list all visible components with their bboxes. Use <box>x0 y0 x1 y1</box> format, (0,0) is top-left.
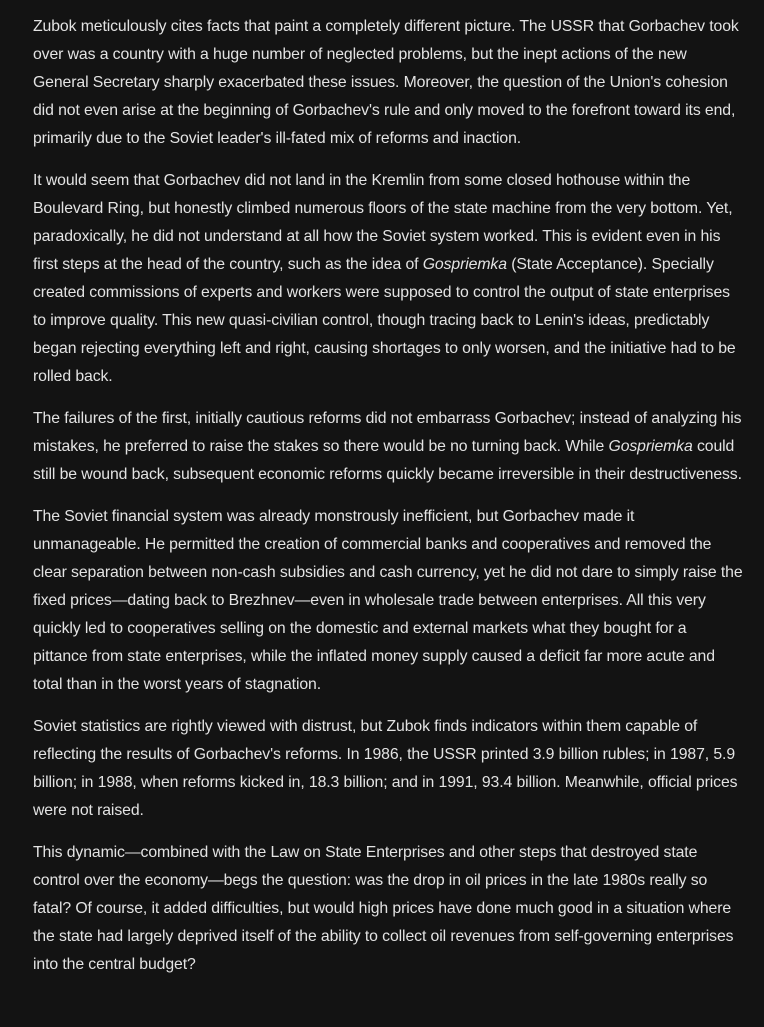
paragraph-5 <box>33 713 745 825</box>
paragraph-3 <box>33 405 745 489</box>
paragraph-3-text-a: The failures of the first, initially cautious reforms did not embarrass Gorbachev; instead of analyzing his mistakes, he preferred to raise the stakes so there would be no turning back. While <box>33 410 742 455</box>
paragraph-1-text: Zubok meticulously cites facts that paint a completely different picture. The USSR that Gorbachev took over was a country with a huge number of neglected problems, but the inept actions of the new General Secretary sharply exacerbated these issues. Moreover, the question of the Union's cohesion did not even arise at the beginning of Gorbachev's rule and only moved to the forefront toward its end, primarily due to the Soviet leader's ill-fated mix of reforms and inaction. <box>33 18 739 147</box>
paragraph-4-text: The Soviet financial system was already monstrously inefficient, but Gorbachev made it unmanageable. He permitted the creation of commercial banks and cooperatives and removed the clear separation between non-cash subsidies and cash currency, yet he did not dare to simply raise the fixed prices—dating back to Brezhnev—even in wholesale trade between enterprises. All this very quickly led to cooperatives selling on the domestic and external markets what they bought for a pittance from state enterprises, while the inflated money supply caused a deficit far more acute and total than in the worst years of stagnation. <box>33 508 743 693</box>
paragraph-2-italic-term: Gospriemka <box>422 256 507 273</box>
paragraph-3-italic-term: Gospriemka <box>608 438 693 455</box>
paragraph-6 <box>33 839 745 979</box>
paragraph-2-text-a: It would seem that Gorbachev did not land in the Kremlin from some closed hothouse within the Boulevard Ring, but honestly climbed numerous floors of the state machine from the very bottom. Yet, paradoxically, he did not understand at all how the Soviet system worked. This is evident even in his first steps at the head of the country, such as the idea of <box>33 172 733 273</box>
paragraph-3-text-b: could still be wound back, subsequent economic reforms quickly became irreversible in their destructiveness. <box>33 438 742 483</box>
paragraph-2 <box>33 167 745 391</box>
paragraph-4 <box>33 503 745 699</box>
paragraph-2-text-b: (State Acceptance). Specially created commissions of experts and workers were supposed to control the output of state enterprises to improve quality. This new quasi-civilian control, though tracing back to Lenin's ideas, predictably began rejecting everything left and right, causing shortages to only worsen, and the initiative had to be rolled back. <box>33 256 736 385</box>
article-body <box>33 13 745 993</box>
bottom-fade-overlay <box>0 997 764 1027</box>
paragraph-1 <box>33 13 745 153</box>
paragraph-6-text: This dynamic—combined with the Law on State Enterprises and other steps that destroyed state control over the economy—begs the question: was the drop in oil prices in the late 1980s really so fatal? Of course, it added difficulties, but would high prices have done much good in a situation where the state had largely deprived itself of the ability to collect oil revenues from self-governing enterprises into the central budget? <box>33 844 734 973</box>
paragraph-5-text: Soviet statistics are rightly viewed with distrust, but Zubok finds indicators within them capable of reflecting the results of Gorbachev's reforms. In 1986, the USSR printed 3.9 billion rubles; in 1987, 5.9 billion; in 1988, when reforms kicked in, 18.3 billion; and in 1991, 93.4 billion. Meanwhile, official prices were not raised. <box>33 718 738 819</box>
